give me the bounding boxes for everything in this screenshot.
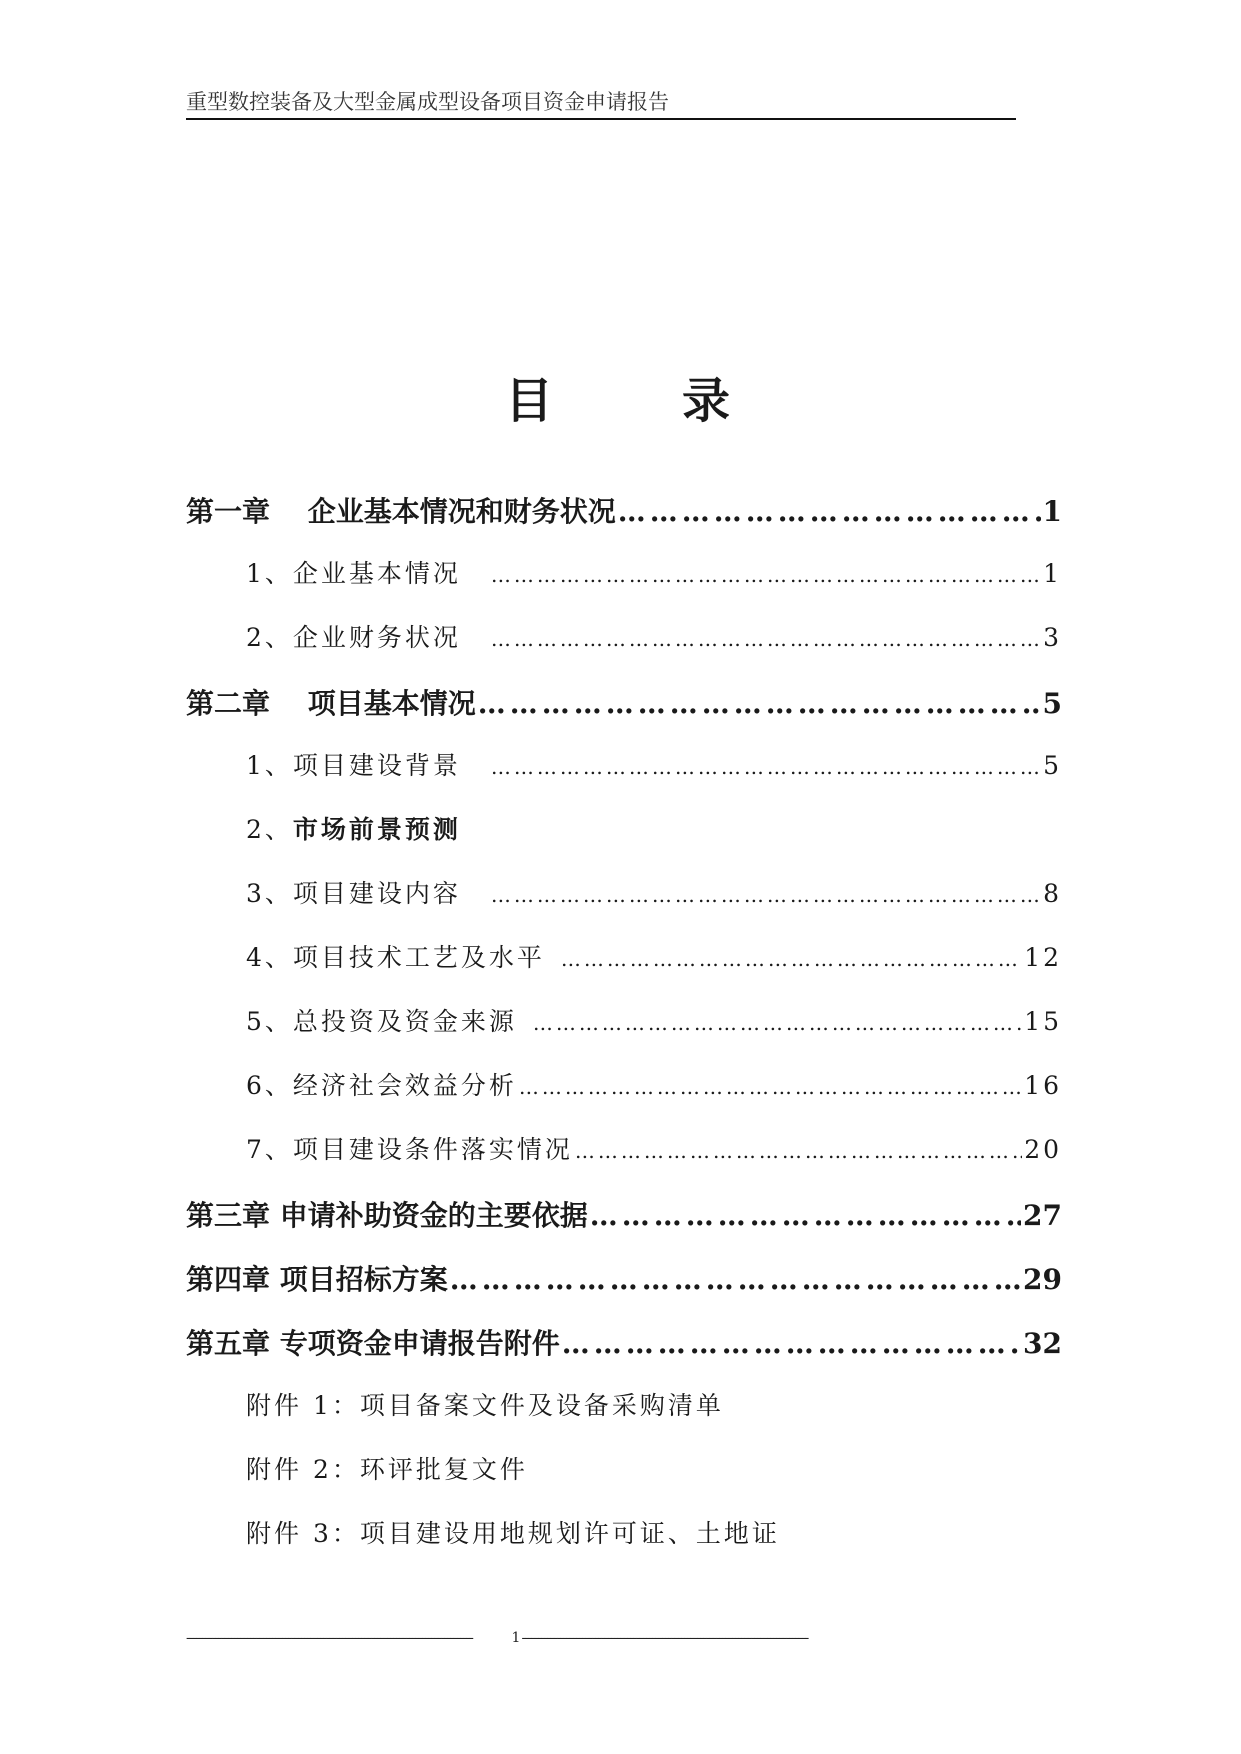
- toc-title-left: 目: [505, 373, 554, 429]
- toc-entry-label: 3、项目建设内容: [246, 879, 461, 908]
- toc-entry-label: [246, 810, 461, 846]
- dot-leader: [519, 1075, 1022, 1099]
- toc-entry-label: 附件 3：项目建设用地规划许可证、土地证: [246, 1519, 780, 1548]
- toc-entry-page: 12: [1024, 943, 1062, 972]
- dot-leader: [491, 755, 1041, 779]
- dot-leader: [491, 627, 1041, 651]
- toc-entry-page: 20: [1024, 1135, 1062, 1164]
- toc-entry-text: 市场前景预测: [292, 815, 461, 844]
- toc-entry-label: 6、经济社会效益分析: [246, 1071, 517, 1100]
- toc-entry-section[interactable]: [186, 746, 1062, 786]
- toc-entry-section-no-page[interactable]: [186, 810, 1062, 850]
- page-footer: [186, 1628, 846, 1648]
- toc-entry-section[interactable]: [186, 1130, 1062, 1170]
- dot-leader: [561, 947, 1022, 971]
- toc-entry-page: 27: [1023, 1199, 1062, 1232]
- toc-entry-section[interactable]: [186, 1066, 1062, 1106]
- dot-leader: [575, 1139, 1022, 1163]
- toc-entry-chapter-5[interactable]: [186, 1322, 1062, 1362]
- footer-dash-left: [186, 1630, 511, 1646]
- toc-entry-page: 29: [1023, 1263, 1062, 1296]
- footer-page-number: 1: [511, 1630, 521, 1646]
- toc-entry-label: 第二章 项目基本情况: [186, 687, 476, 720]
- toc-entry-label: 附件 2：环评批复文件: [246, 1455, 528, 1484]
- toc-entry-number: 2、: [246, 815, 293, 844]
- footer-dash-right: [521, 1630, 846, 1646]
- dot-leader: [590, 1199, 1021, 1232]
- toc-entry-page: 5: [1042, 687, 1062, 720]
- toc-entry-label: 4、项目技术工艺及水平: [246, 943, 545, 972]
- toc-entry-label: 第三章 申请补助资金的主要依据: [186, 1199, 588, 1232]
- toc-title: [0, 362, 1241, 429]
- toc-entry-page: 16: [1024, 1071, 1062, 1100]
- dot-leader: [478, 687, 1041, 720]
- toc-entry-label: 第四章 项目招标方案: [186, 1263, 448, 1296]
- toc-entry-label: 附件 1：项目备案文件及设备采购清单: [246, 1391, 724, 1420]
- toc-entry-chapter-4[interactable]: [186, 1258, 1062, 1298]
- toc-entry-section[interactable]: [186, 618, 1062, 658]
- dot-leader: [491, 883, 1041, 907]
- toc-entry-appendix[interactable]: [186, 1514, 1062, 1554]
- toc-entry-label: 第一章 企业基本情况和财务状况: [186, 495, 616, 528]
- toc-entry-page: 32: [1023, 1327, 1062, 1360]
- toc-entry-page: 1: [1043, 559, 1062, 588]
- toc-entry-label: 第五章 专项资金申请报告附件: [186, 1327, 560, 1360]
- dot-leader: [450, 1263, 1021, 1296]
- toc-title-right: 录: [682, 373, 731, 429]
- toc-entry-label: 1、企业基本情况: [246, 559, 461, 588]
- dot-leader: [562, 1327, 1021, 1360]
- toc-entry-label: 1、项目建设背景: [246, 751, 461, 780]
- toc-entry-page: 5: [1043, 751, 1062, 780]
- dot-leader: [491, 563, 1041, 587]
- toc-entry-page: 1: [1042, 495, 1062, 528]
- dot-leader: [533, 1011, 1022, 1035]
- toc-entry-section[interactable]: [186, 1002, 1062, 1042]
- toc-entry-page: 15: [1024, 1007, 1062, 1036]
- dot-leader: [618, 495, 1041, 528]
- running-header: 重型数控装备及大型金属成型设备项目资金申请报告: [186, 90, 669, 114]
- toc-entry-section[interactable]: [186, 938, 1062, 978]
- toc-entry-page: 8: [1043, 879, 1062, 908]
- toc-entry-label: 7、项目建设条件落实情况: [246, 1135, 573, 1164]
- toc-entry-appendix[interactable]: [186, 1386, 1062, 1426]
- toc-entry-chapter-2[interactable]: [186, 682, 1062, 722]
- toc-entry-chapter-3[interactable]: [186, 1194, 1062, 1234]
- toc-entry-label: 2、企业财务状况: [246, 623, 461, 652]
- header-rule: [186, 118, 1016, 120]
- toc-entry-chapter-1[interactable]: [186, 490, 1062, 530]
- toc-entry-section[interactable]: [186, 874, 1062, 914]
- toc-entry-section[interactable]: [186, 554, 1062, 594]
- toc-entry-appendix[interactable]: [186, 1450, 1062, 1490]
- toc-entry-label: 5、总投资及资金来源: [246, 1007, 517, 1036]
- toc-entry-page: 3: [1043, 623, 1062, 652]
